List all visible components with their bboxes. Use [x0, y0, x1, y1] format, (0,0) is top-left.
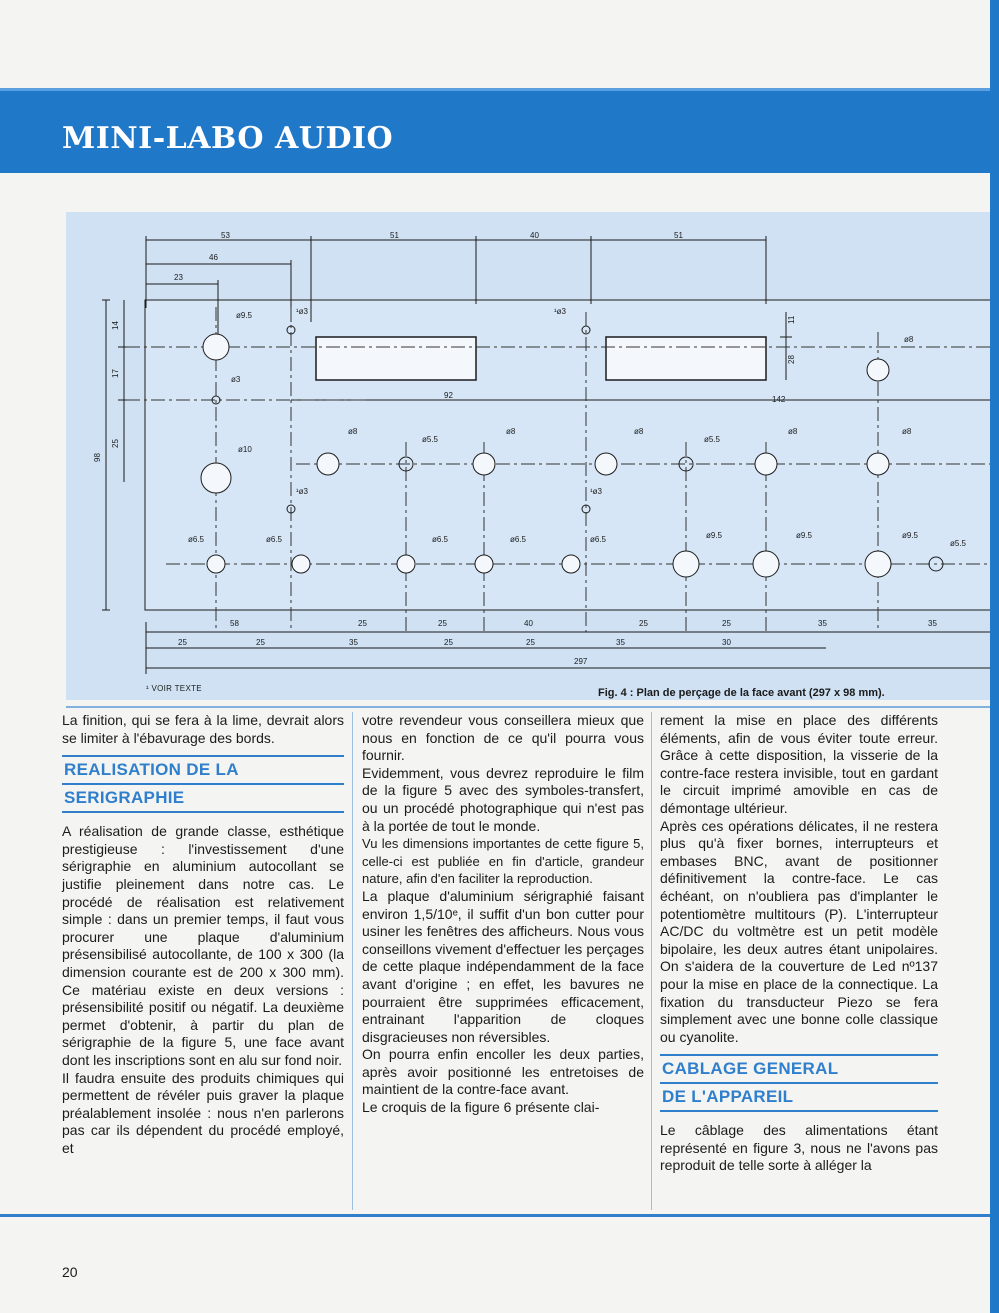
svg-text:ø9.5: ø9.5 [796, 531, 813, 540]
svg-text:46: 46 [209, 253, 218, 262]
heading-line: REALISATION DE LA [62, 755, 344, 785]
svg-text:ø9.5: ø9.5 [236, 311, 253, 320]
svg-text:92: 92 [444, 391, 453, 400]
paragraph: Après ces opérations délicates, il ne restera plus qu'à fixer bornes, interrupteurs et embases BNC, avant de positionner définitivement la contre-face. Le cas échéant, on n'oubliera pas d'implanter le potentiomètre multitours (P). L'interrupteur AC/DC du voltmètre est un petit modèle bipolaire, les deux autres étant unipolaires. On s'aidera de la couverture de Led nº137 pour la mise en place de la connectique. La fixation du transducteur Piezo se fera simplement avec une bonne colle classique ou cyanolite. [660, 817, 938, 1045]
svg-text:11: 11 [787, 315, 796, 324]
heading-line: SERIGRAPHIE [62, 785, 344, 813]
heading-line: CABLAGE GENERAL [660, 1054, 938, 1084]
svg-text:ø8: ø8 [788, 427, 798, 436]
paragraph: La finition, qui se fera à la lime, devrait alors se limiter à l'ébavurage des bords. [62, 712, 344, 746]
svg-text:ø3: ø3 [231, 375, 241, 384]
svg-text:142: 142 [772, 395, 786, 404]
section-title: MINI-LABO AUDIO [62, 121, 394, 156]
svg-text:25: 25 [256, 638, 265, 647]
heading-line: DE L'APPAREIL [660, 1084, 938, 1112]
svg-text:35: 35 [616, 638, 625, 647]
svg-text:35: 35 [928, 619, 937, 628]
paragraph: Il faudra ensuite des produits chimiques qui permettent de révéler puis graver la plaque préalablement insolée : nous n'en parlerons pas car ils dépendent du procédé employé, et [62, 1069, 344, 1156]
svg-text:ø8: ø8 [904, 335, 914, 344]
bottom-rule [0, 1214, 990, 1217]
paragraph: Le croquis de la figure 6 présente clai- [362, 1099, 600, 1116]
svg-text:297: 297 [574, 657, 588, 666]
paragraph: Vu les dimensions importantes de cette figure 5, celle-ci est publiée en fin d'article, grandeur nature, afin d'en faciliter la reproduction. [362, 836, 644, 887]
paragraph: votre revendeur vous conseillera mieux que nous en fonction de ce qu'il pourra vous fournir. [362, 712, 644, 764]
section-heading [660, 1054, 938, 1112]
paragraph: La plaque d'aluminium sérigraphié faisant environ 1,5/10ᵉ, il suffit d'un bon cutter pour usiner les fenêtres des afficheurs. Nous vous conseillons vivement d'effectuer les perçages de cette plaque indépendamment de la face avant d'origine ; en effet, les bavures ne pourraient être supprimées efficacement, entrainant l'apparition de cloques disgracieuses non réversibles. [362, 887, 644, 1045]
column-divider [651, 712, 652, 1210]
paragraph: On pourra enfin encoller les deux parties, après avoir positionné les entretoises de maintient de la contre-face avant. [362, 1046, 644, 1098]
svg-text:ø8: ø8 [348, 427, 358, 436]
svg-text:25: 25 [444, 638, 453, 647]
svg-text:40: 40 [530, 231, 539, 240]
svg-text:ø6.5: ø6.5 [510, 535, 527, 544]
svg-text:14: 14 [111, 321, 120, 330]
svg-text:ø5.5: ø5.5 [422, 435, 439, 444]
svg-text:30: 30 [722, 638, 731, 647]
svg-text:51: 51 [390, 231, 399, 240]
caption-rule [66, 706, 990, 708]
svg-text:98: 98 [93, 453, 102, 462]
svg-text:17: 17 [111, 369, 120, 378]
svg-text:25: 25 [438, 619, 447, 628]
column-1 [62, 712, 344, 1157]
svg-text:¹ø3: ¹ø3 [554, 307, 566, 316]
svg-text:58: 58 [230, 619, 239, 628]
svg-text:¹ø3: ¹ø3 [590, 487, 602, 496]
column-2 [362, 712, 644, 1117]
svg-text:¹ø3: ¹ø3 [296, 487, 308, 496]
svg-text:25: 25 [722, 619, 731, 628]
svg-text:ø10: ø10 [238, 445, 252, 454]
svg-text:ø8: ø8 [634, 427, 644, 436]
figure-caption: Fig. 4 : Plan de perçage de la face avant (297 x 98 mm). [598, 687, 885, 699]
svg-text:40: 40 [524, 619, 533, 628]
svg-text:ø6.5: ø6.5 [266, 535, 283, 544]
svg-text:ø5.5: ø5.5 [704, 435, 721, 444]
svg-text:ø9.5: ø9.5 [902, 531, 919, 540]
svg-text:ø6.5: ø6.5 [590, 535, 607, 544]
svg-text:25: 25 [639, 619, 648, 628]
svg-text:ø6.5: ø6.5 [432, 535, 449, 544]
svg-text:ø8: ø8 [506, 427, 516, 436]
svg-text:23: 23 [174, 273, 183, 282]
paragraph: rement la mise en place des différents éléments, afin de vous éviter toute erreur. Grâce à cette disposition, la visserie de la contre-face restera invisible, tout en gardant le circuit imprimé amovible en cas de démontage ultérieur. [660, 712, 938, 816]
svg-text:35: 35 [349, 638, 358, 647]
paragraph: Evidemment, vous devrez reproduire le film de la figure 5 avec des symboles-transfert, ou un procédé photographique qui n'est pas à la portée de tout le monde. [362, 764, 644, 834]
paragraph: A réalisation de grande classe, esthétique prestigieuse : l'investissement d'une sérigraphie en aluminium autocollant se justifie pleinement dans notre cas. Le procédé de réalisation est relativement simple : dans un premier temps, il faut vous procurer une plaque d'aluminium présensibilisé autocollante, de 100 x 300 (la dimension courante est de 200 x 300 mm). Ce matériau existe en deux versions : présensibilité positif ou négatif. La deuxième permet d'obtenir, à partir du plan de sérigraphie de la figure 5, une face avant dont les inscriptions sont en alu sur fond noir. [62, 823, 344, 1068]
svg-text:ø8: ø8 [902, 427, 912, 436]
paragraph: Le câblage des alimentations étant représenté en figure 3, nous ne l'avons pas reproduit de telle sorte à alléger la [660, 1122, 938, 1174]
drilling-plan-drawing [66, 212, 990, 682]
figure-note: ¹ VOIR TEXTE [146, 684, 202, 693]
page-number: 20 [62, 1264, 78, 1280]
svg-text:35: 35 [818, 619, 827, 628]
svg-text:25: 25 [178, 638, 187, 647]
svg-text:ø5.5: ø5.5 [950, 539, 967, 548]
svg-text:ø9.5: ø9.5 [706, 531, 723, 540]
column-divider [352, 712, 353, 1210]
svg-text:51: 51 [674, 231, 683, 240]
svg-text:28: 28 [787, 355, 796, 364]
svg-text:¹ø3: ¹ø3 [296, 307, 308, 316]
svg-text:53: 53 [221, 231, 230, 240]
header-banner [0, 88, 990, 173]
svg-text:25: 25 [526, 638, 535, 647]
svg-text:25: 25 [358, 619, 367, 628]
svg-text:ø6.5: ø6.5 [188, 535, 205, 544]
column-3 [660, 712, 938, 1175]
page-edge-band [990, 0, 999, 1313]
svg-text:25: 25 [111, 439, 120, 448]
section-heading [62, 755, 344, 813]
